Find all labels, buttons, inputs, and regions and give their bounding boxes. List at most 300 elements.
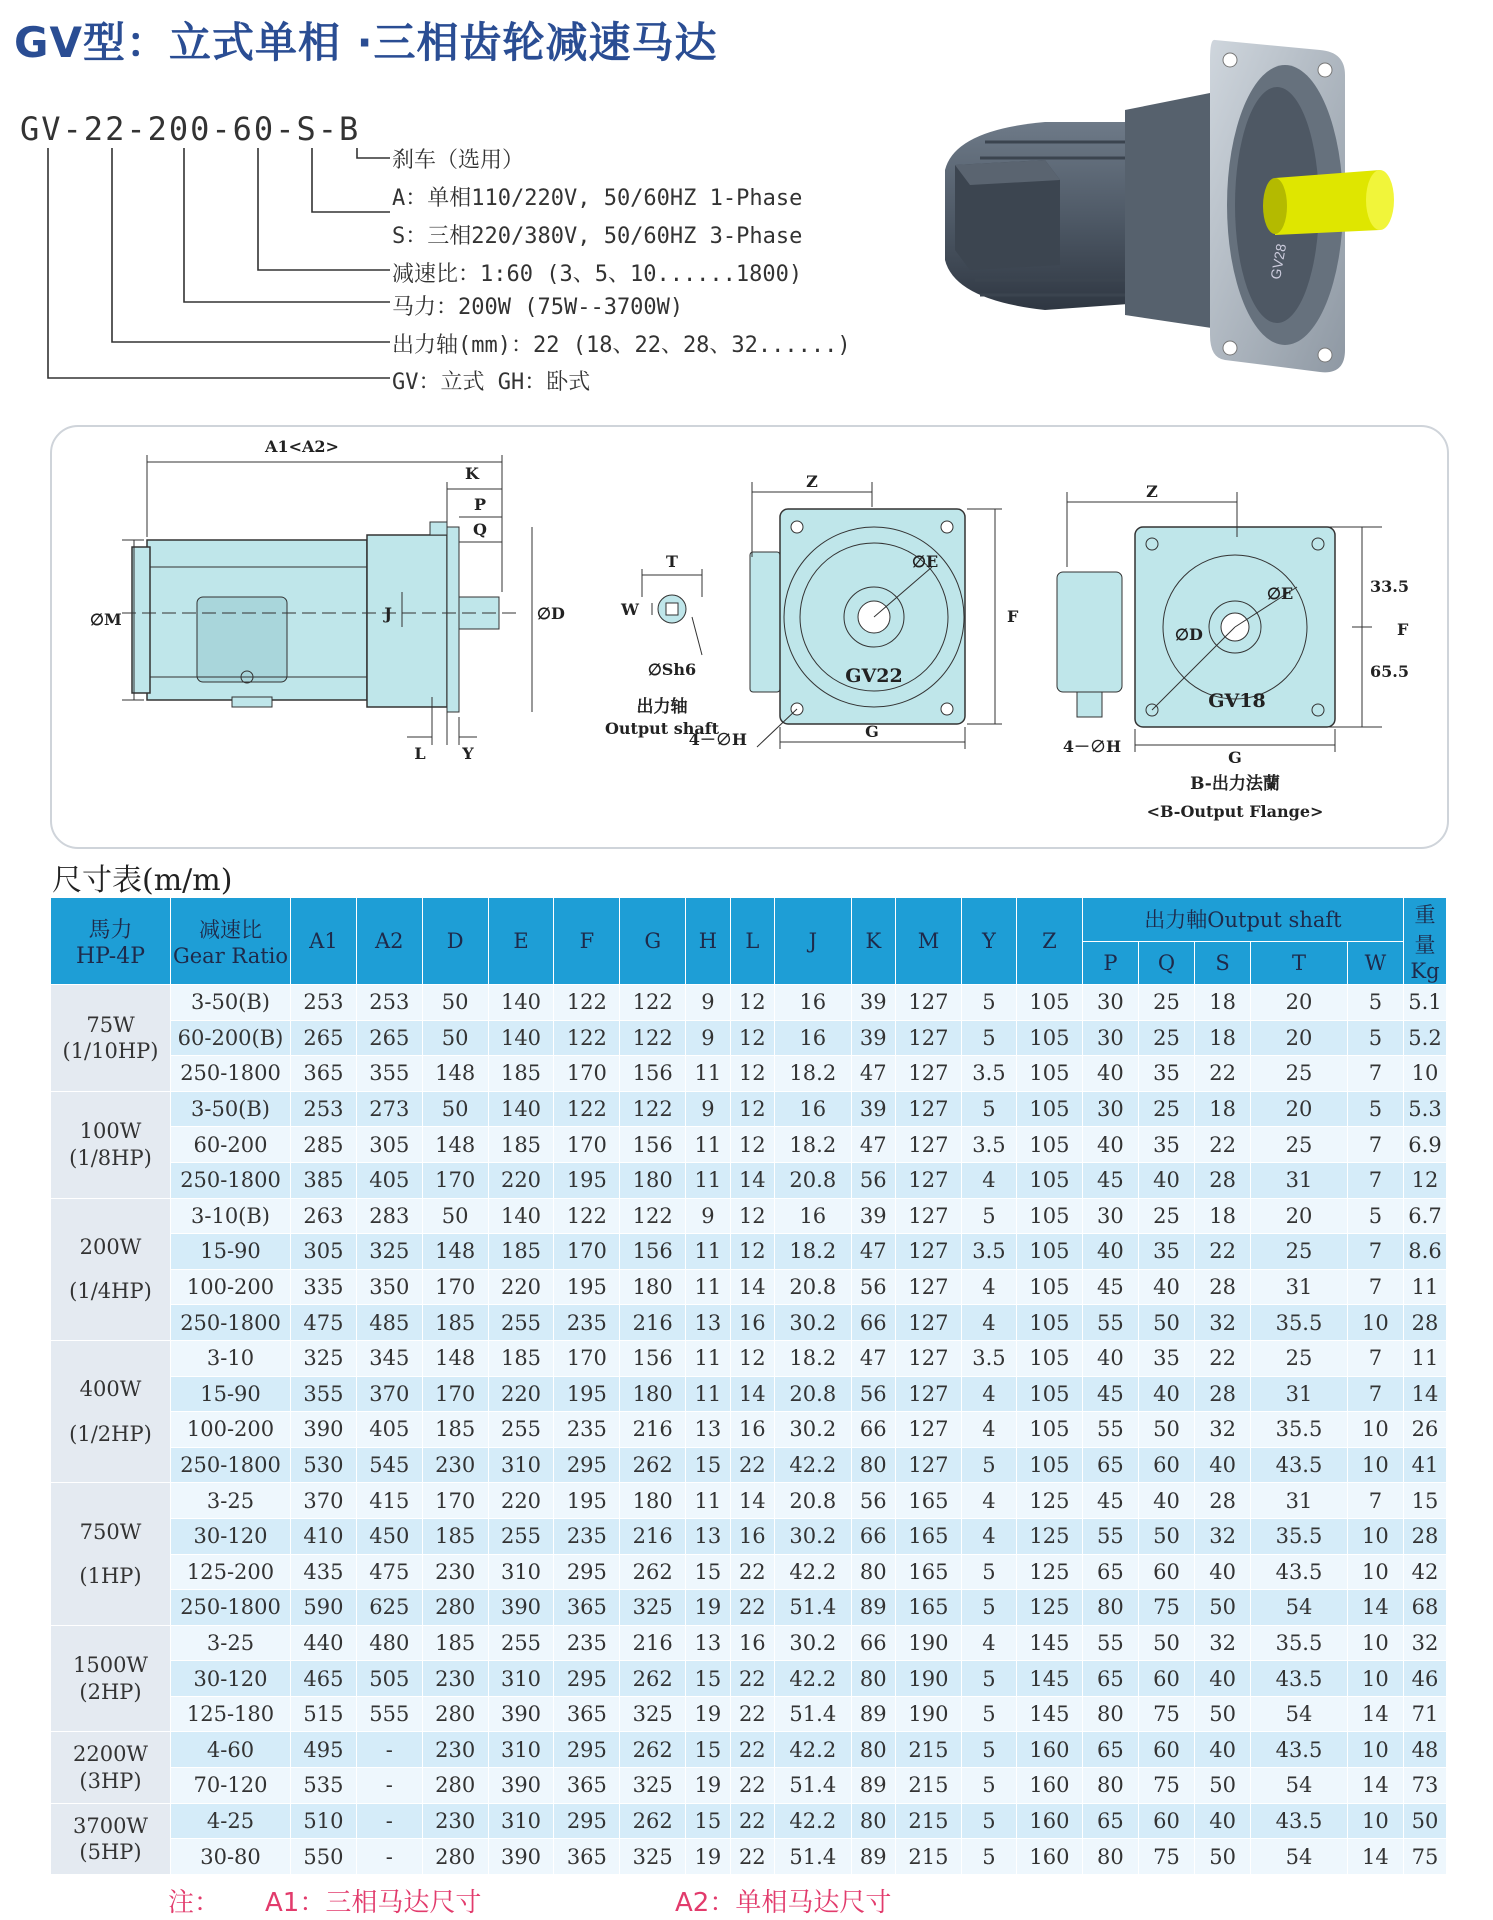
value-cell: 280 bbox=[422, 1590, 488, 1626]
value-cell: 47 bbox=[851, 1056, 895, 1092]
value-cell: 28 bbox=[1404, 1305, 1447, 1341]
gv18-name: GV18 bbox=[1208, 690, 1266, 712]
value-cell: 40 bbox=[1195, 1803, 1251, 1839]
value-cell: 180 bbox=[620, 1483, 686, 1519]
value-cell: 127 bbox=[896, 985, 962, 1021]
value-cell: 230 bbox=[422, 1803, 488, 1839]
power-hp: (1/2HP) bbox=[69, 1421, 152, 1446]
value-cell: 15 bbox=[686, 1803, 730, 1839]
value-cell: 390 bbox=[488, 1768, 554, 1804]
value-cell: 156 bbox=[620, 1127, 686, 1163]
header-weight-cn: 重量 bbox=[1414, 903, 1436, 957]
value-cell: 20 bbox=[1251, 1198, 1348, 1234]
value-cell: 9 bbox=[686, 1091, 730, 1127]
value-cell: 51.4 bbox=[775, 1768, 852, 1804]
value-cell: 28 bbox=[1404, 1518, 1447, 1554]
header-col: H bbox=[686, 898, 730, 985]
value-cell: 31 bbox=[1251, 1269, 1348, 1305]
value-cell: 7 bbox=[1347, 1234, 1403, 1270]
table-row bbox=[51, 1127, 1447, 1163]
value-cell: 185 bbox=[422, 1412, 488, 1448]
gv18-h: 4－∅H bbox=[1062, 737, 1122, 756]
gear-ratio-cell: 250-1800 bbox=[171, 1162, 291, 1198]
gv22-name: GV22 bbox=[845, 665, 903, 687]
code-desc-three-phase: S：三相220/380V, 50/60HZ 3-Phase bbox=[392, 224, 803, 249]
value-cell: - bbox=[356, 1732, 422, 1768]
value-cell: 6.7 bbox=[1404, 1198, 1447, 1234]
value-cell: 50 bbox=[422, 1020, 488, 1056]
value-cell: 75 bbox=[1138, 1839, 1194, 1875]
value-cell: 122 bbox=[554, 1198, 620, 1234]
value-cell: 45 bbox=[1082, 1162, 1138, 1198]
value-cell: 235 bbox=[554, 1412, 620, 1448]
value-cell: 50 bbox=[422, 985, 488, 1021]
value-cell: 22 bbox=[730, 1661, 774, 1697]
value-cell: 35.5 bbox=[1251, 1305, 1348, 1341]
header-col: F bbox=[554, 898, 620, 985]
value-cell: 5 bbox=[961, 1091, 1016, 1127]
value-cell: 14 bbox=[730, 1483, 774, 1519]
value-cell: 127 bbox=[896, 1412, 962, 1448]
value-cell: 325 bbox=[620, 1696, 686, 1732]
power-watt: 1500W bbox=[72, 1653, 149, 1678]
gear-ratio-cell: 4-60 bbox=[171, 1732, 291, 1768]
value-cell: 370 bbox=[291, 1483, 357, 1519]
value-cell: 255 bbox=[488, 1518, 554, 1554]
value-cell: 235 bbox=[554, 1518, 620, 1554]
value-cell: 13 bbox=[686, 1518, 730, 1554]
table-row bbox=[51, 1056, 1447, 1092]
value-cell: 7 bbox=[1347, 1340, 1403, 1376]
value-cell: 14 bbox=[1347, 1696, 1403, 1732]
power-group-cell bbox=[51, 1198, 171, 1340]
table-row bbox=[51, 1768, 1447, 1804]
value-cell: 8.6 bbox=[1404, 1234, 1447, 1270]
value-cell: 170 bbox=[422, 1269, 488, 1305]
value-cell: 19 bbox=[686, 1768, 730, 1804]
value-cell: 66 bbox=[851, 1305, 895, 1341]
model-code: GV-22-200-60-S-B bbox=[20, 110, 361, 148]
gear-ratio-cell: 3-25 bbox=[171, 1625, 291, 1661]
table-row bbox=[51, 1162, 1447, 1198]
value-cell: 5 bbox=[961, 1020, 1016, 1056]
value-cell: 20.8 bbox=[775, 1483, 852, 1519]
value-cell: 310 bbox=[488, 1732, 554, 1768]
value-cell: 310 bbox=[488, 1803, 554, 1839]
power-group-cell bbox=[51, 1732, 171, 1803]
value-cell: 10 bbox=[1404, 1056, 1447, 1092]
gear-ratio-cell: 100-200 bbox=[171, 1269, 291, 1305]
value-cell: 105 bbox=[1017, 1056, 1083, 1092]
value-cell: 148 bbox=[422, 1056, 488, 1092]
value-cell: 6.9 bbox=[1404, 1127, 1447, 1163]
value-cell: 42.2 bbox=[775, 1554, 852, 1590]
value-cell: 25 bbox=[1251, 1127, 1348, 1163]
value-cell: 10 bbox=[1347, 1732, 1403, 1768]
value-cell: 22 bbox=[1195, 1234, 1251, 1270]
value-cell: 12 bbox=[730, 1127, 774, 1163]
header-shaft-col: P bbox=[1082, 941, 1138, 985]
value-cell: 19 bbox=[686, 1590, 730, 1626]
value-cell: 216 bbox=[620, 1412, 686, 1448]
value-cell: 148 bbox=[422, 1234, 488, 1270]
value-cell: 15 bbox=[686, 1661, 730, 1697]
value-cell: 156 bbox=[620, 1234, 686, 1270]
value-cell: 22 bbox=[1195, 1127, 1251, 1163]
power-hp: (5HP) bbox=[79, 1839, 142, 1864]
gear-ratio-cell: 30-120 bbox=[171, 1518, 291, 1554]
value-cell: 170 bbox=[554, 1234, 620, 1270]
value-cell: 40 bbox=[1138, 1376, 1194, 1412]
value-cell: 35 bbox=[1138, 1234, 1194, 1270]
value-cell: 75 bbox=[1404, 1839, 1447, 1875]
value-cell: 14 bbox=[730, 1162, 774, 1198]
value-cell: 5 bbox=[961, 1803, 1016, 1839]
value-cell: 127 bbox=[896, 1127, 962, 1163]
value-cell: 280 bbox=[422, 1768, 488, 1804]
value-cell: 54 bbox=[1251, 1590, 1348, 1626]
gear-ratio-cell: 4-25 bbox=[171, 1803, 291, 1839]
value-cell: 345 bbox=[356, 1340, 422, 1376]
value-cell: 51.4 bbox=[775, 1696, 852, 1732]
note-a1: A1：三相马达尺寸 bbox=[265, 1888, 482, 1918]
value-cell: 230 bbox=[422, 1447, 488, 1483]
value-cell: 11 bbox=[686, 1162, 730, 1198]
value-cell: 5 bbox=[961, 1839, 1016, 1875]
shaft-label-cn: 出力轴 bbox=[636, 697, 688, 717]
value-cell: 40 bbox=[1138, 1162, 1194, 1198]
gv18-e: ∅E bbox=[1267, 584, 1294, 603]
value-cell: 127 bbox=[896, 1162, 962, 1198]
table-row bbox=[51, 1234, 1447, 1270]
value-cell: 60 bbox=[1138, 1554, 1194, 1590]
dim-q: Q bbox=[473, 520, 487, 539]
value-cell: 170 bbox=[554, 1340, 620, 1376]
power-group-cell bbox=[51, 985, 171, 1092]
value-cell: 3.5 bbox=[961, 1340, 1016, 1376]
value-cell: 5 bbox=[961, 985, 1016, 1021]
value-cell: 12 bbox=[730, 1020, 774, 1056]
value-cell: 5.1 bbox=[1404, 985, 1447, 1021]
value-cell: 253 bbox=[291, 1091, 357, 1127]
value-cell: 28 bbox=[1195, 1483, 1251, 1519]
header-col: A1 bbox=[291, 898, 357, 985]
value-cell: 156 bbox=[620, 1340, 686, 1376]
value-cell: 127 bbox=[896, 1020, 962, 1056]
gv22-f: F bbox=[1007, 607, 1019, 626]
value-cell: 7 bbox=[1347, 1269, 1403, 1305]
gv22-h: 4－∅H bbox=[688, 730, 747, 749]
value-cell: 263 bbox=[291, 1198, 357, 1234]
value-cell: 165 bbox=[896, 1483, 962, 1519]
value-cell: 40 bbox=[1082, 1340, 1138, 1376]
value-cell: 43.5 bbox=[1251, 1554, 1348, 1590]
table-row bbox=[51, 1518, 1447, 1554]
value-cell: 40 bbox=[1138, 1269, 1194, 1305]
value-cell: 80 bbox=[1082, 1839, 1138, 1875]
value-cell: 50 bbox=[1404, 1803, 1447, 1839]
value-cell: 253 bbox=[291, 985, 357, 1021]
value-cell: 22 bbox=[1195, 1056, 1251, 1092]
value-cell: 13 bbox=[686, 1412, 730, 1448]
gv18-g: G bbox=[1228, 748, 1242, 767]
value-cell: 18.2 bbox=[775, 1127, 852, 1163]
table-row bbox=[51, 1839, 1447, 1875]
value-cell: 11 bbox=[686, 1269, 730, 1305]
power-hp: (1/10HP) bbox=[62, 1038, 159, 1063]
value-cell: 127 bbox=[896, 1340, 962, 1376]
value-cell: 125 bbox=[1017, 1518, 1083, 1554]
gv18-flange-cn: B-出力法蘭 bbox=[1190, 774, 1280, 794]
power-hp: (1/8HP) bbox=[69, 1145, 152, 1170]
value-cell: 9 bbox=[686, 985, 730, 1021]
value-cell: 253 bbox=[356, 985, 422, 1021]
value-cell: 15 bbox=[686, 1732, 730, 1768]
header-col: A2 bbox=[356, 898, 422, 985]
power-group-cell bbox=[51, 1483, 171, 1625]
dimension-table bbox=[50, 897, 1447, 1875]
value-cell: 15 bbox=[686, 1554, 730, 1590]
table-row bbox=[51, 1020, 1447, 1056]
value-cell: 280 bbox=[422, 1696, 488, 1732]
value-cell: 25 bbox=[1138, 1020, 1194, 1056]
value-cell: 535 bbox=[291, 1768, 357, 1804]
value-cell: - bbox=[356, 1768, 422, 1804]
value-cell: 89 bbox=[851, 1839, 895, 1875]
value-cell: 30 bbox=[1082, 1020, 1138, 1056]
value-cell: 18 bbox=[1195, 1091, 1251, 1127]
value-cell: 11 bbox=[686, 1483, 730, 1519]
value-cell: 42 bbox=[1404, 1554, 1447, 1590]
header-ratio-en: Gear Ratio bbox=[172, 944, 289, 968]
value-cell: 10 bbox=[1347, 1554, 1403, 1590]
value-cell: 160 bbox=[1017, 1732, 1083, 1768]
value-cell: 9 bbox=[686, 1198, 730, 1234]
value-cell: 190 bbox=[896, 1696, 962, 1732]
value-cell: 122 bbox=[620, 1091, 686, 1127]
value-cell: 3.5 bbox=[961, 1127, 1016, 1163]
value-cell: 295 bbox=[554, 1732, 620, 1768]
value-cell: 41 bbox=[1404, 1447, 1447, 1483]
value-cell: 14 bbox=[730, 1269, 774, 1305]
value-cell: 105 bbox=[1017, 1305, 1083, 1341]
value-cell: 12 bbox=[730, 1234, 774, 1270]
value-cell: 122 bbox=[554, 985, 620, 1021]
value-cell: 22 bbox=[1195, 1340, 1251, 1376]
value-cell: 165 bbox=[896, 1590, 962, 1626]
table-row bbox=[51, 1376, 1447, 1412]
header-shaft-col: S bbox=[1195, 941, 1251, 985]
value-cell: 16 bbox=[730, 1518, 774, 1554]
value-cell: 14 bbox=[1347, 1590, 1403, 1626]
value-cell: 80 bbox=[1082, 1696, 1138, 1732]
header-ratio-cn: 减速比 bbox=[199, 918, 262, 942]
value-cell: 262 bbox=[620, 1661, 686, 1697]
value-cell: 14 bbox=[730, 1376, 774, 1412]
value-cell: 28 bbox=[1195, 1376, 1251, 1412]
value-cell: 145 bbox=[1017, 1625, 1083, 1661]
value-cell: 66 bbox=[851, 1412, 895, 1448]
value-cell: 46 bbox=[1404, 1661, 1447, 1697]
value-cell: 14 bbox=[1404, 1376, 1447, 1412]
value-cell: 48 bbox=[1404, 1732, 1447, 1768]
value-cell: 42.2 bbox=[775, 1732, 852, 1768]
value-cell: 5 bbox=[961, 1554, 1016, 1590]
value-cell: 16 bbox=[730, 1412, 774, 1448]
value-cell: 11 bbox=[686, 1056, 730, 1092]
dim-d: ∅D bbox=[537, 604, 565, 623]
value-cell: 35 bbox=[1138, 1056, 1194, 1092]
value-cell: 180 bbox=[620, 1269, 686, 1305]
value-cell: 11 bbox=[686, 1340, 730, 1376]
value-cell: 11 bbox=[686, 1234, 730, 1270]
value-cell: 50 bbox=[1195, 1696, 1251, 1732]
value-cell: 5.2 bbox=[1404, 1020, 1447, 1056]
value-cell: 265 bbox=[356, 1020, 422, 1056]
value-cell: 105 bbox=[1017, 1091, 1083, 1127]
value-cell: 20 bbox=[1251, 1091, 1348, 1127]
value-cell: 12 bbox=[730, 1091, 774, 1127]
value-cell: 365 bbox=[291, 1056, 357, 1092]
value-cell: 73 bbox=[1404, 1768, 1447, 1804]
value-cell: 10 bbox=[1347, 1803, 1403, 1839]
table-row bbox=[51, 1732, 1447, 1768]
value-cell: 11 bbox=[1404, 1269, 1447, 1305]
value-cell: 105 bbox=[1017, 985, 1083, 1021]
value-cell: 125 bbox=[1017, 1483, 1083, 1519]
value-cell: 105 bbox=[1017, 1162, 1083, 1198]
value-cell: 170 bbox=[554, 1056, 620, 1092]
shaft-w: W bbox=[621, 600, 639, 619]
value-cell: 65 bbox=[1082, 1803, 1138, 1839]
gv18-dim-65: 65.5 bbox=[1370, 662, 1409, 681]
value-cell: 180 bbox=[620, 1162, 686, 1198]
value-cell: 15 bbox=[686, 1447, 730, 1483]
dimension-table-body bbox=[51, 985, 1447, 1875]
value-cell: 15 bbox=[1404, 1483, 1447, 1519]
value-cell: 45 bbox=[1082, 1269, 1138, 1305]
value-cell: 365 bbox=[554, 1590, 620, 1626]
motor-photo bbox=[925, 30, 1445, 390]
value-cell: 40 bbox=[1082, 1127, 1138, 1163]
gear-ratio-cell: 70-120 bbox=[171, 1768, 291, 1804]
value-cell: 230 bbox=[422, 1732, 488, 1768]
value-cell: 405 bbox=[356, 1412, 422, 1448]
gear-ratio-cell: 60-200(B) bbox=[171, 1020, 291, 1056]
value-cell: 47 bbox=[851, 1127, 895, 1163]
value-cell: 5 bbox=[1347, 1091, 1403, 1127]
value-cell: 32 bbox=[1195, 1518, 1251, 1554]
power-watt: 2200W bbox=[72, 1742, 149, 1767]
value-cell: 7 bbox=[1347, 1056, 1403, 1092]
value-cell: 10 bbox=[1347, 1518, 1403, 1554]
value-cell: 50 bbox=[1138, 1305, 1194, 1341]
value-cell: 50 bbox=[1138, 1625, 1194, 1661]
table-row bbox=[51, 1340, 1447, 1376]
value-cell: 10 bbox=[1347, 1412, 1403, 1448]
gear-ratio-cell: 250-1800 bbox=[171, 1056, 291, 1092]
value-cell: 13 bbox=[686, 1305, 730, 1341]
value-cell: 365 bbox=[554, 1839, 620, 1875]
value-cell: 140 bbox=[488, 1091, 554, 1127]
value-cell: 195 bbox=[554, 1376, 620, 1412]
value-cell: 50 bbox=[422, 1091, 488, 1127]
value-cell: 140 bbox=[488, 1020, 554, 1056]
value-cell: 122 bbox=[620, 1198, 686, 1234]
value-cell: 265 bbox=[291, 1020, 357, 1056]
value-cell: 22 bbox=[730, 1590, 774, 1626]
value-cell: 45 bbox=[1082, 1376, 1138, 1412]
value-cell: 230 bbox=[422, 1554, 488, 1590]
value-cell: 310 bbox=[488, 1554, 554, 1590]
value-cell: 105 bbox=[1017, 1447, 1083, 1483]
value-cell: 30.2 bbox=[775, 1305, 852, 1341]
value-cell: 7 bbox=[1347, 1483, 1403, 1519]
value-cell: 127 bbox=[896, 1198, 962, 1234]
value-cell: 4 bbox=[961, 1162, 1016, 1198]
value-cell: 75 bbox=[1138, 1590, 1194, 1626]
value-cell: 185 bbox=[488, 1234, 554, 1270]
value-cell: 30 bbox=[1082, 1198, 1138, 1234]
value-cell: 283 bbox=[356, 1198, 422, 1234]
value-cell: 280 bbox=[422, 1839, 488, 1875]
value-cell: 22 bbox=[730, 1839, 774, 1875]
header-col: E bbox=[488, 898, 554, 985]
dim-j: J bbox=[384, 604, 392, 623]
value-cell: 5 bbox=[961, 1198, 1016, 1234]
dim-y: Y bbox=[462, 744, 474, 763]
value-cell: 56 bbox=[851, 1483, 895, 1519]
value-cell: 127 bbox=[896, 1234, 962, 1270]
value-cell: 325 bbox=[620, 1839, 686, 1875]
value-cell: 122 bbox=[554, 1091, 620, 1127]
value-cell: 12 bbox=[730, 1198, 774, 1234]
value-cell: 295 bbox=[554, 1803, 620, 1839]
value-cell: 255 bbox=[488, 1625, 554, 1661]
table-row bbox=[51, 1198, 1447, 1234]
value-cell: 32 bbox=[1404, 1625, 1447, 1661]
value-cell: 11 bbox=[686, 1376, 730, 1412]
value-cell: 127 bbox=[896, 1091, 962, 1127]
value-cell: 185 bbox=[422, 1305, 488, 1341]
value-cell: 30.2 bbox=[775, 1625, 852, 1661]
value-cell: 31 bbox=[1251, 1376, 1348, 1412]
value-cell: 75 bbox=[1138, 1768, 1194, 1804]
value-cell: 5.3 bbox=[1404, 1091, 1447, 1127]
value-cell: 40 bbox=[1195, 1661, 1251, 1697]
note-a2: A2：单相马达尺寸 bbox=[675, 1888, 892, 1918]
value-cell: 475 bbox=[356, 1554, 422, 1590]
value-cell: 515 bbox=[291, 1696, 357, 1732]
value-cell: 165 bbox=[896, 1554, 962, 1590]
value-cell: 190 bbox=[896, 1661, 962, 1697]
power-hp: (1HP) bbox=[79, 1564, 142, 1588]
power-watt: 200W bbox=[79, 1235, 142, 1259]
value-cell: 50 bbox=[1195, 1768, 1251, 1804]
value-cell: 65 bbox=[1082, 1447, 1138, 1483]
value-cell: 18.2 bbox=[775, 1234, 852, 1270]
value-cell: 365 bbox=[554, 1768, 620, 1804]
value-cell: 125 bbox=[1017, 1590, 1083, 1626]
value-cell: 390 bbox=[488, 1590, 554, 1626]
value-cell: 505 bbox=[356, 1661, 422, 1697]
value-cell: 11 bbox=[1404, 1340, 1447, 1376]
value-cell: 54 bbox=[1251, 1839, 1348, 1875]
header-shaft-col: Q bbox=[1138, 941, 1194, 985]
value-cell: 10 bbox=[1347, 1305, 1403, 1341]
value-cell: 39 bbox=[851, 1198, 895, 1234]
value-cell: 450 bbox=[356, 1518, 422, 1554]
